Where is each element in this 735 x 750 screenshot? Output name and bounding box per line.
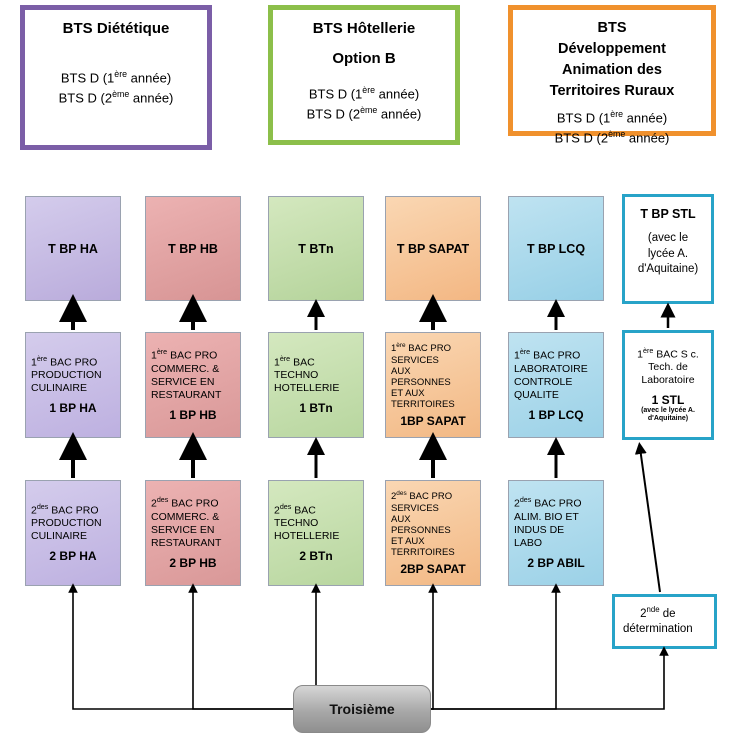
premiere-ha-code: 1 BP HA <box>49 401 97 416</box>
premiere-hb <box>145 332 241 438</box>
terminale-lcq: T BP LCQ <box>508 196 604 301</box>
bts-dietetique-title: BTS Diététique <box>62 20 170 37</box>
bts-hotellerie-title: BTS Hôtellerie Option B <box>312 20 416 67</box>
terminale-btn: T BTn <box>268 196 364 301</box>
seconde-hb-lines: $2^{des}$ BAC PRO COMMERC. & SERVICE EN RESTAURANT <box>151 496 222 549</box>
premiere-stl-lines: 1ère BAC S c. Tech. de Laboratoire <box>637 346 699 387</box>
premiere-stl-note: (avec le lycée A. d'Aquitaine) <box>641 407 695 423</box>
seconde-btn <box>268 480 364 586</box>
seconde-ha-lines: $2^{des}$ BAC PRO PRODUCTION CULINAIRE <box>31 502 102 543</box>
seconde-hb <box>145 480 241 586</box>
troisieme-label: Troisième <box>329 701 395 717</box>
seconde-btn-code: 2 BTn <box>299 549 333 564</box>
terminale-hb: T BP HB <box>145 196 241 301</box>
bts-dietetique-sublines: BTS D (1ère année) BTS D (2ème année) <box>58 68 174 106</box>
seconde-sapat-code: 2BP SAPAT <box>400 561 466 576</box>
terminale-stl-title: T BP STL <box>640 207 696 221</box>
bts-dietetique-box <box>20 5 212 150</box>
premiere-lcq-lines: 1ère BAC PRO LABORATOIRE CONTROLE QUALITE <box>514 348 588 401</box>
terminale-ha: T BP HA <box>25 196 121 301</box>
troisieme-box <box>293 685 431 733</box>
premiere-btn-code: 1 BTn <box>299 401 333 416</box>
terminale-sapat: T BP SAPAT <box>385 196 481 301</box>
seconde-ha-code: 2 BP HA <box>49 549 97 564</box>
bts-datr-title: BTS Développement Animation des Territoires Ruraux <box>549 20 675 100</box>
premiere-lcq-code: 1 BP LCQ <box>528 408 584 422</box>
bts-datr-box <box>508 5 716 146</box>
seconde-sapat <box>385 480 481 586</box>
premiere-stl-code: 1 STL <box>651 393 685 408</box>
seconde-abil-lines: $2^{des}$ BAC PRO ALIM. BIO ET INDUS DE LABO <box>514 496 582 549</box>
premiere-sapat-lines: 1ère BAC PRO SERVICES AUX PERSONNES ET AUX TERRITOIRES <box>391 342 455 411</box>
premiere-btn <box>268 332 364 438</box>
determination-lines: 2nde de détermination <box>623 605 693 636</box>
premiere-hb-lines: 1ère BAC PRO COMMERC. & SERVICE EN RESTAURANT <box>151 348 222 401</box>
premiere-ha <box>25 332 121 438</box>
seconde-sapat-lines: $2^{des}$ BAC PRO SERVICES AUX PERSONNES ET AUX TERRITOIRES <box>391 490 455 559</box>
seconde-determination <box>612 594 717 649</box>
bts-datr-sublines: BTS D (1ère année) BTS D (2ème année) <box>554 109 670 146</box>
premiere-lcq <box>508 332 604 438</box>
premiere-hb-code: 1 BP HB <box>169 408 217 422</box>
terminale-stl <box>622 194 714 304</box>
seconde-abil-code: 2 BP ABIL <box>527 556 585 570</box>
terminale-stl-body: (avec le lycée A. d'Aquitaine) <box>637 232 699 276</box>
bts-hotellerie-sublines: BTS D (1ère année) BTS D (2ème année) <box>306 84 422 121</box>
premiere-stl <box>622 330 714 440</box>
seconde-hb-code: 2 BP HB <box>169 556 217 570</box>
seconde-btn-lines: $2^{des}$ BAC TECHNO HOTELLERIE <box>274 502 340 543</box>
premiere-sapat-code: 1BP SAPAT <box>400 413 466 428</box>
premiere-btn-lines: 1ère BAC TECHNO HOTELLERIE <box>274 354 340 395</box>
bts-hotellerie-box <box>268 5 460 145</box>
premiere-ha-lines: 1ère BAC PRO PRODUCTION CULINAIRE <box>31 354 102 395</box>
seconde-ha <box>25 480 121 586</box>
seconde-abil <box>508 480 604 586</box>
premiere-sapat <box>385 332 481 438</box>
